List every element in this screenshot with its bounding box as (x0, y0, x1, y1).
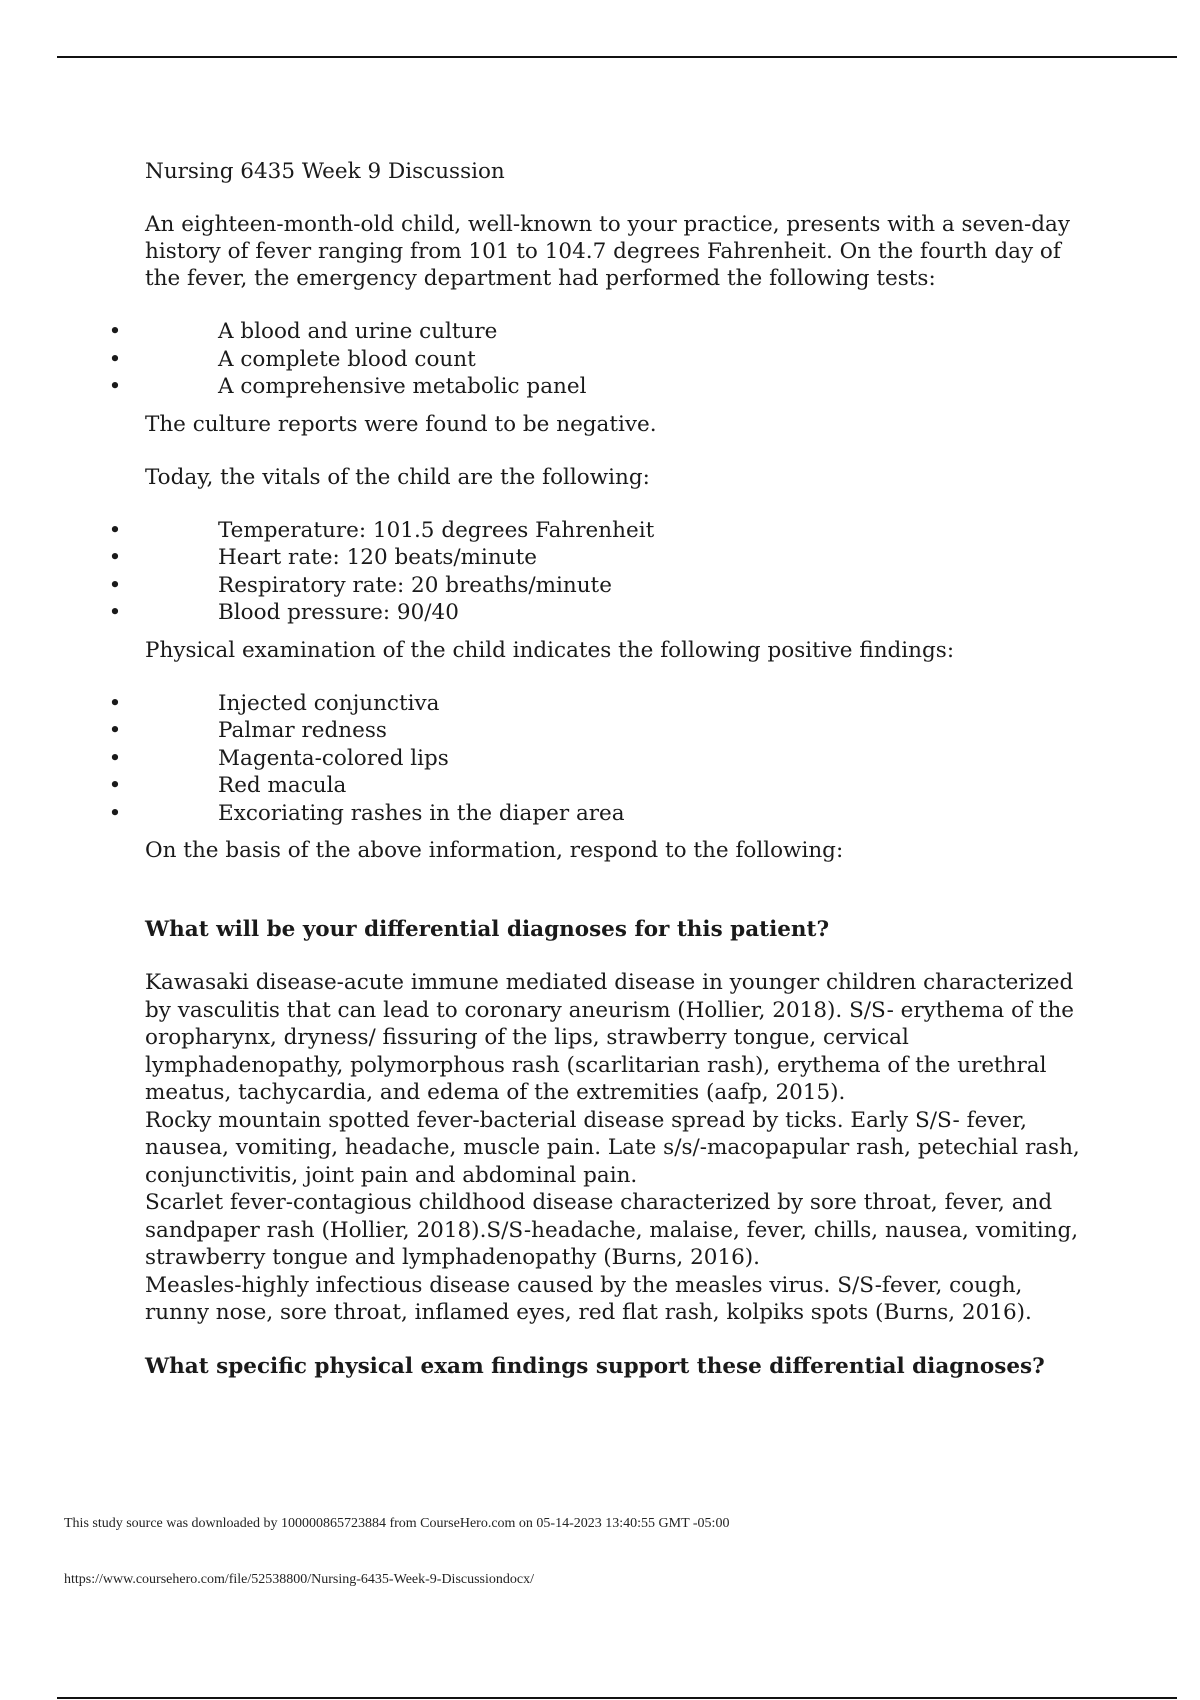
intro-paragraph: An eighteen-month-old child, well-known to your practice, presents with a seven-day history of fever ranging from 101 to 104.7 degrees Fahrenheit. On the fourth day of the fever, the emergency department had performed the following tests: (145, 212, 1070, 291)
download-notice: This study source was downloaded by 100000865723884 from CourseHero.com on 05-14-2023 13:40:55 GMT -05:00 (64, 1516, 730, 1531)
answer-scarlet-fever: Scarlet fever-contagious childhood disease characterized by sore throat, fever, and sandpaper rash (Hollier, 2018).S/S-headache, malaise, fever, chills, nausea, vomiting, strawberry tongue and lymphadenopathy (Burns, 2016). (145, 1190, 1079, 1270)
source-url[interactable]: https://www.coursehero.com/file/52538800/Nursing-6435-Week-9-Discussiondocx/ (64, 1572, 534, 1587)
bullet-icon: • (108, 745, 122, 771)
vitals-intro: Today, the vitals of the child are the following: (145, 464, 650, 490)
list-item: • Respiratory rate: 20 breaths/minute (105, 572, 1085, 600)
bullet-icon: • (108, 346, 122, 372)
list-item: • Red macula (105, 772, 1085, 800)
bullet-icon: • (108, 773, 122, 798)
list-item: • A comprehensive metabolic panel (105, 373, 1085, 401)
document-title: Nursing 6435 Week 9 Discussion (145, 159, 505, 184)
bullet-icon: • (108, 319, 122, 344)
list-item: • Magenta-colored lips (105, 745, 1085, 773)
document-body (108, 158, 1085, 1380)
bullet-icon: • (108, 545, 122, 570)
list-item: • Blood pressure: 90/40 (105, 599, 1085, 627)
bullet-icon: • (108, 800, 122, 826)
list-item: • Temperature: 101.5 degrees Fahrenheit (105, 517, 1085, 545)
vitals-list (105, 517, 1085, 627)
bullet-icon: • (108, 572, 122, 598)
answer-rocky-mountain: Rocky mountain spotted fever-bacterial disease spread by ticks. Early S/S- fever, nausea, vomiting, headache, muscle pain. Late s/s/-macopapular rash, petechial rash, conjunctivitis, joint pain and abdominal pain. (145, 1107, 1080, 1188)
list-item: • A blood and urine culture (105, 318, 1085, 346)
list-item: • Injected conjunctiva (105, 690, 1085, 718)
list-item: • Palmar redness (105, 717, 1085, 745)
question-differential-diagnoses: What will be your differential diagnoses for this patient? (145, 917, 830, 942)
list-item: • Excoriating rashes in the diaper area (105, 800, 1085, 828)
answer-measles: Measles-highly infectious disease caused by the measles virus. S/S-fever, cough, runny nose, sore throat, inflamed eyes, red flat rash, kolpiks spots (Burns, 2016). (145, 1272, 1032, 1325)
bottom-divider (57, 1697, 1177, 1699)
list-item: • A complete blood count (105, 346, 1085, 374)
bullet-icon: • (108, 718, 122, 743)
culture-result: The culture reports were found to be negative. (145, 411, 657, 437)
list-item: • Heart rate: 120 beats/minute (105, 544, 1085, 572)
bullet-icon: • (108, 690, 122, 716)
tests-list (105, 318, 1085, 401)
findings-list (105, 690, 1085, 828)
answer-block (145, 969, 1085, 1327)
top-divider (57, 56, 1177, 58)
question-exam-findings: What specific physical exam findings support these differential diagnoses? (145, 1353, 1045, 1379)
exam-intro: Physical examination of the child indicates the following positive findings: (145, 637, 955, 663)
bullet-icon: • (108, 517, 122, 543)
answer-kawasaki: Kawasaki disease-acute immune mediated disease in younger children characterized by vasculitis that can lead to coronary aneurism (Hollier, 2018). S/S- erythema of the oropharynx, dryness/ fissuring of the lips, strawberry tongue, cervical lymphadenopathy, polymorphous rash (scarlitarian rash), erythema of the urethral meatus, tachycardia, and edema of the extremities (aafp, 2015). (145, 970, 1075, 1105)
bullet-icon: • (108, 374, 122, 399)
bullet-icon: • (108, 600, 122, 625)
respond-intro: On the basis of the above information, respond to the following: (145, 838, 844, 863)
